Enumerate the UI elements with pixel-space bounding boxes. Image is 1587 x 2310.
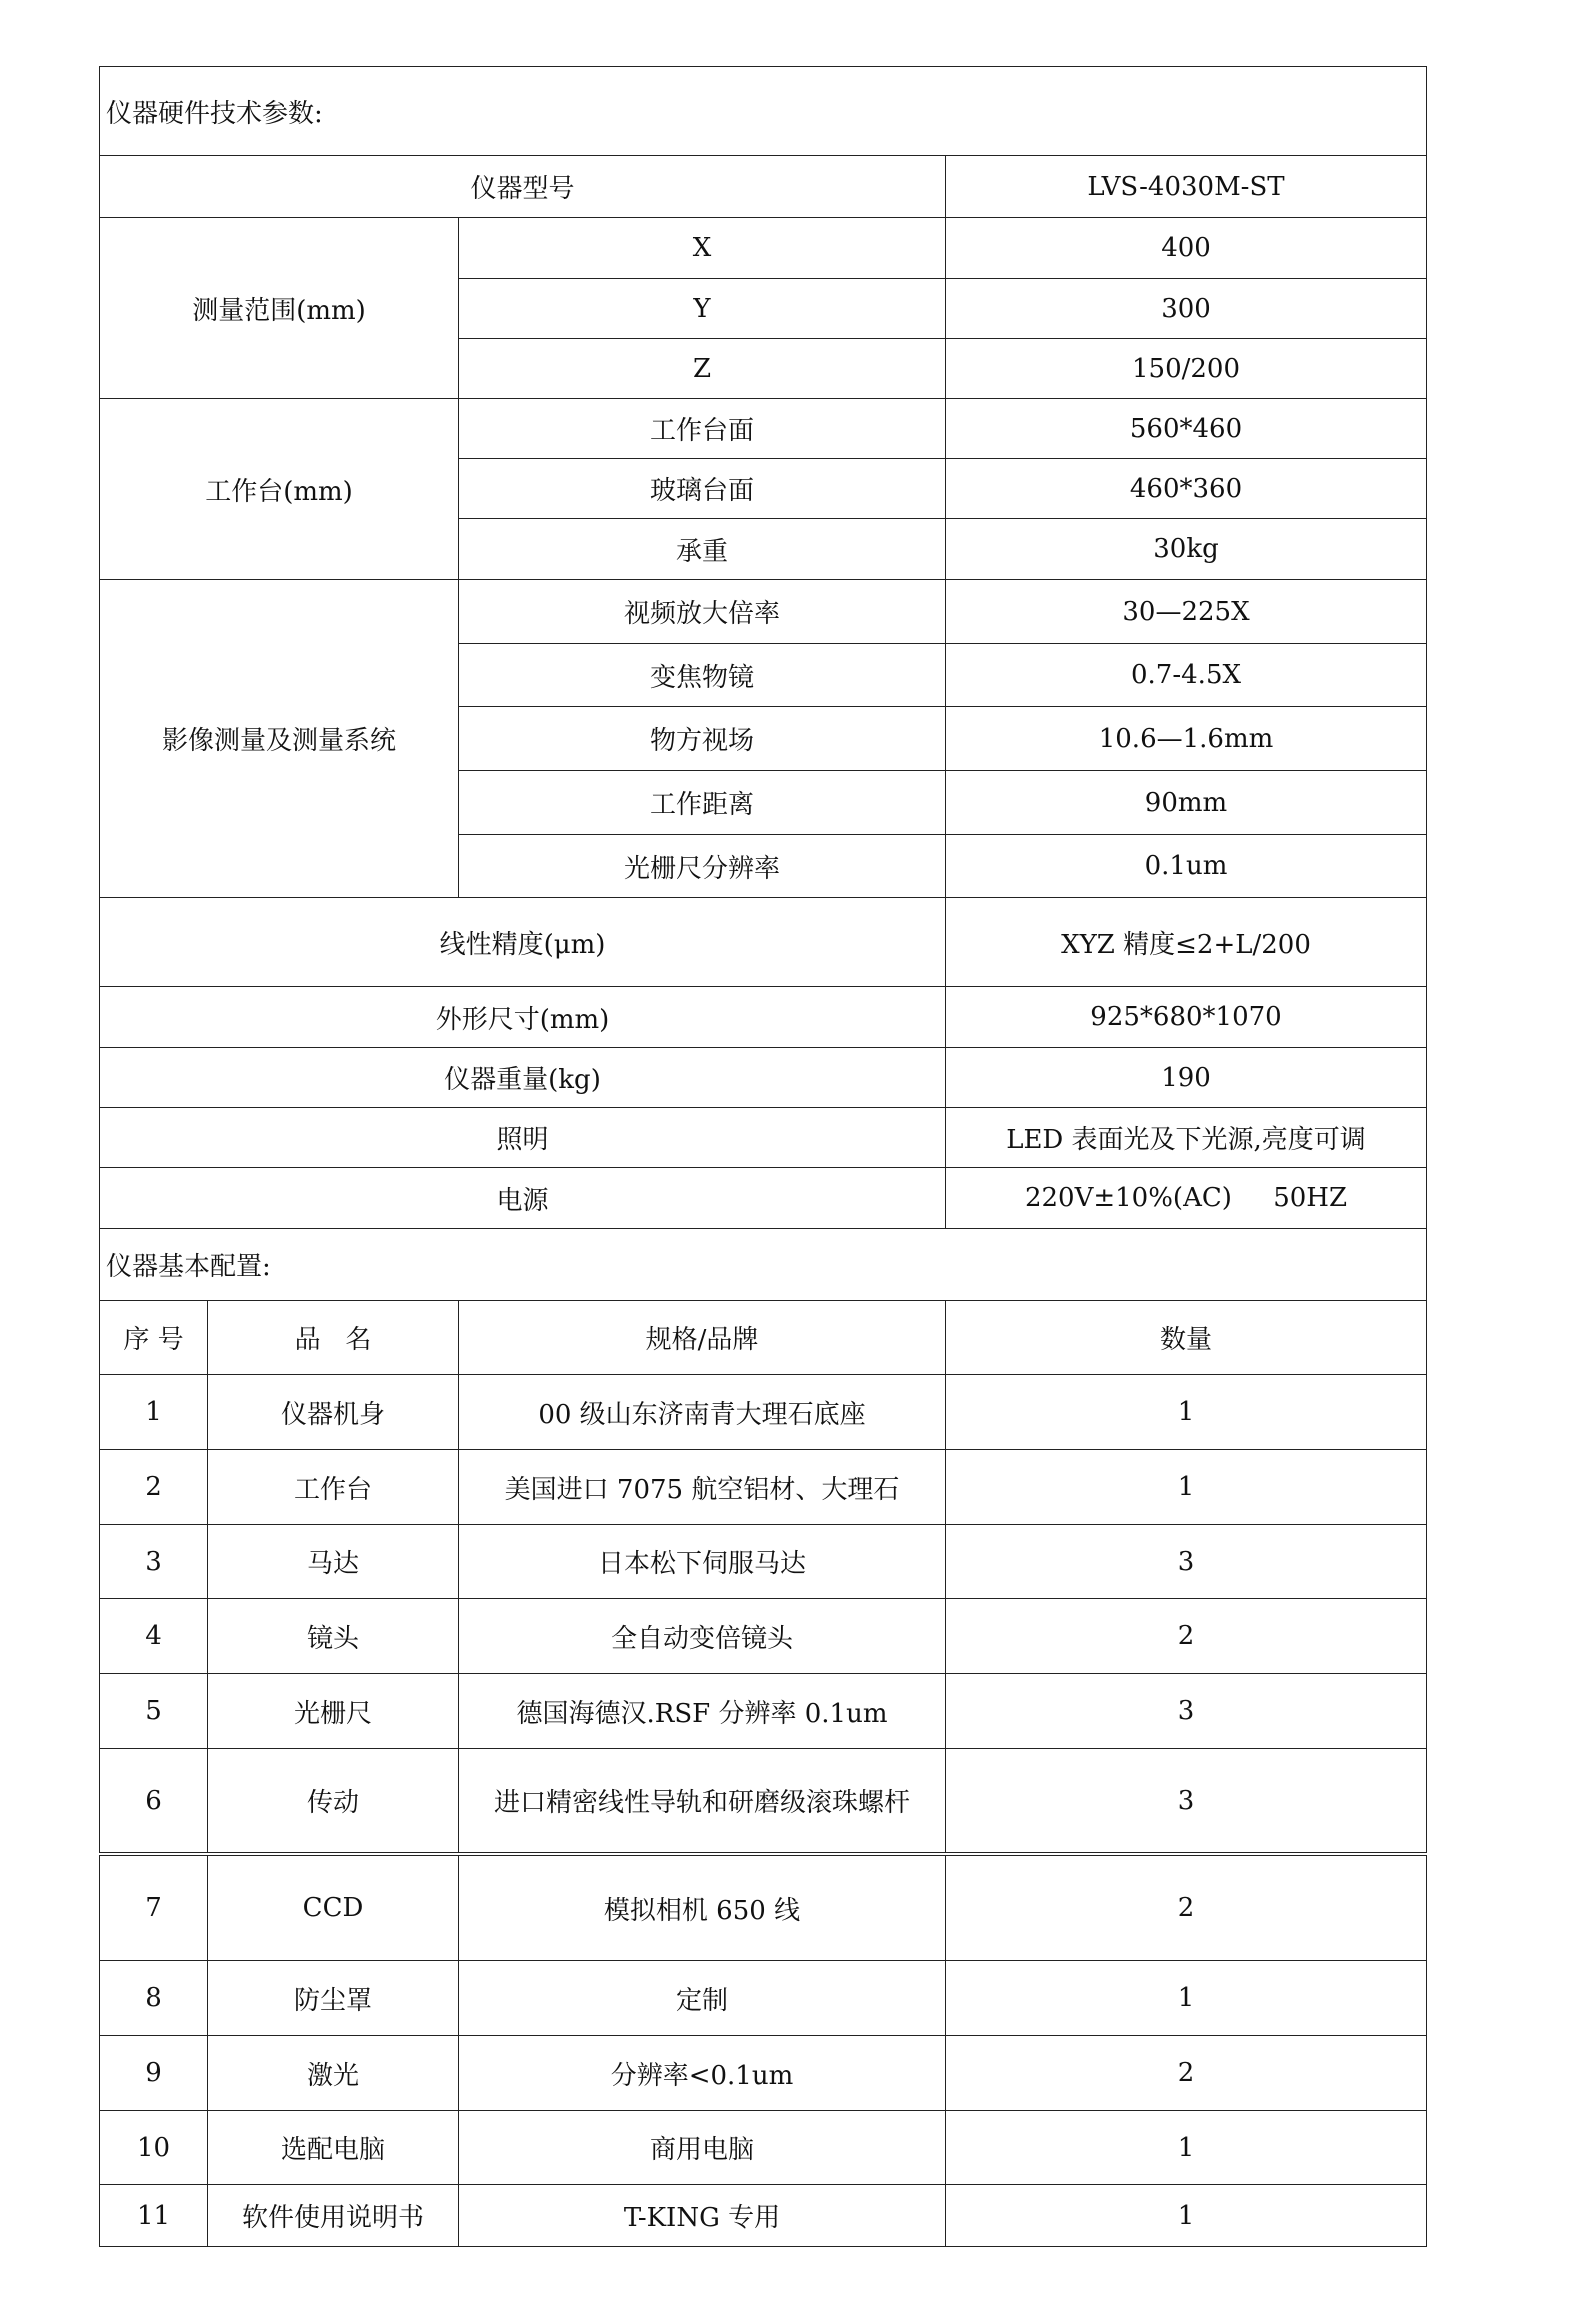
row-qty: 2 — [946, 1599, 1427, 1674]
range-key: Z — [459, 339, 946, 399]
row-index: 4 — [100, 1599, 208, 1674]
row-index: 2 — [100, 1450, 208, 1525]
lighting-label: 照明 — [100, 1108, 946, 1168]
row-qty: 3 — [946, 1749, 1427, 1853]
row-name: 选配电脑 — [208, 2111, 459, 2185]
row-index: 7 — [100, 1856, 208, 1961]
accuracy-value: XYZ 精度≤2+L/200 — [946, 898, 1427, 987]
stage-label: 工作台(mm) — [100, 399, 459, 580]
imaging-key: 变焦物镜 — [459, 644, 946, 707]
row-name: 传动 — [208, 1749, 459, 1853]
stage-value: 560*460 — [946, 399, 1427, 459]
imaging-key: 视频放大倍率 — [459, 580, 946, 644]
row-spec: 进口精密线性导轨和研磨级滚珠螺杆 — [459, 1749, 946, 1853]
row-index: 9 — [100, 2036, 208, 2111]
range-value: 150/200 — [946, 339, 1427, 399]
range-key: Y — [459, 279, 946, 339]
row-name: 工作台 — [208, 1450, 459, 1525]
row-spec: 日本松下伺服马达 — [459, 1525, 946, 1599]
model-label: 仪器型号 — [100, 156, 946, 218]
stage-key: 工作台面 — [459, 399, 946, 459]
row-name: 防尘罩 — [208, 1961, 459, 2036]
range-value: 400 — [946, 218, 1427, 279]
header-index: 序 号 — [100, 1301, 208, 1375]
weight-label: 仪器重量(kg) — [100, 1048, 946, 1108]
stage-value: 30kg — [946, 519, 1427, 580]
imaging-key: 物方视场 — [459, 707, 946, 771]
stage-key: 玻璃台面 — [459, 459, 946, 519]
spec-table-part-1 — [99, 66, 1426, 1853]
imaging-value: 0.1um — [946, 835, 1427, 898]
row-name: CCD — [208, 1856, 459, 1961]
row-qty: 1 — [946, 1450, 1427, 1525]
power-value: 220V±10%(AC) 50HZ — [946, 1168, 1427, 1229]
row-qty: 3 — [946, 1525, 1427, 1599]
lighting-value: LED 表面光及下光源,亮度可调 — [946, 1108, 1427, 1168]
weight-value: 190 — [946, 1048, 1427, 1108]
hardware-section-title: 仪器硬件技术参数: — [100, 67, 1427, 156]
row-spec: T-KING 专用 — [459, 2185, 946, 2247]
row-index: 11 — [100, 2185, 208, 2247]
row-index: 10 — [100, 2111, 208, 2185]
row-name: 光栅尺 — [208, 1674, 459, 1749]
stage-value: 460*360 — [946, 459, 1427, 519]
row-spec: 模拟相机 650 线 — [459, 1856, 946, 1961]
dimensions-label: 外形尺寸(mm) — [100, 987, 946, 1048]
row-qty: 1 — [946, 1375, 1427, 1450]
row-spec: 定制 — [459, 1961, 946, 2036]
row-qty: 2 — [946, 2036, 1427, 2111]
accuracy-label: 线性精度(μm) — [100, 898, 946, 987]
row-name: 激光 — [208, 2036, 459, 2111]
row-name: 仪器机身 — [208, 1375, 459, 1450]
row-name: 软件使用说明书 — [208, 2185, 459, 2247]
row-qty: 1 — [946, 1961, 1427, 2036]
row-name: 马达 — [208, 1525, 459, 1599]
range-key: X — [459, 218, 946, 279]
row-spec: 00 级山东济南青大理石底座 — [459, 1375, 946, 1450]
header-name: 品 名 — [208, 1301, 459, 1375]
row-qty: 1 — [946, 2111, 1427, 2185]
config-section-title: 仪器基本配置: — [100, 1229, 1427, 1301]
row-index: 3 — [100, 1525, 208, 1599]
header-qty: 数量 — [946, 1301, 1427, 1375]
row-qty: 3 — [946, 1674, 1427, 1749]
row-name: 镜头 — [208, 1599, 459, 1674]
imaging-label: 影像测量及测量系统 — [100, 580, 459, 898]
imaging-key: 工作距离 — [459, 771, 946, 835]
power-label: 电源 — [100, 1168, 946, 1229]
imaging-key: 光栅尺分辨率 — [459, 835, 946, 898]
range-value: 300 — [946, 279, 1427, 339]
row-index: 5 — [100, 1674, 208, 1749]
row-qty: 1 — [946, 2185, 1427, 2247]
imaging-value: 30—225X — [946, 580, 1427, 644]
header-spec: 规格/品牌 — [459, 1301, 946, 1375]
imaging-value: 90mm — [946, 771, 1427, 835]
model-value: LVS-4030M-ST — [946, 156, 1427, 218]
row-spec: 分辨率<0.1um — [459, 2036, 946, 2111]
spec-table-part-2 — [99, 1855, 1426, 2247]
row-index: 8 — [100, 1961, 208, 2036]
row-index: 6 — [100, 1749, 208, 1853]
row-index: 1 — [100, 1375, 208, 1450]
dimensions-value: 925*680*1070 — [946, 987, 1427, 1048]
row-spec: 商用电脑 — [459, 2111, 946, 2185]
row-spec: 德国海德汉.RSF 分辨率 0.1um — [459, 1674, 946, 1749]
row-spec: 全自动变倍镜头 — [459, 1599, 946, 1674]
stage-key: 承重 — [459, 519, 946, 580]
row-spec: 美国进口 7075 航空铝材、大理石 — [459, 1450, 946, 1525]
range-label: 测量范围(mm) — [100, 218, 459, 399]
imaging-value: 10.6—1.6mm — [946, 707, 1427, 771]
row-qty: 2 — [946, 1856, 1427, 1961]
imaging-value: 0.7-4.5X — [946, 644, 1427, 707]
